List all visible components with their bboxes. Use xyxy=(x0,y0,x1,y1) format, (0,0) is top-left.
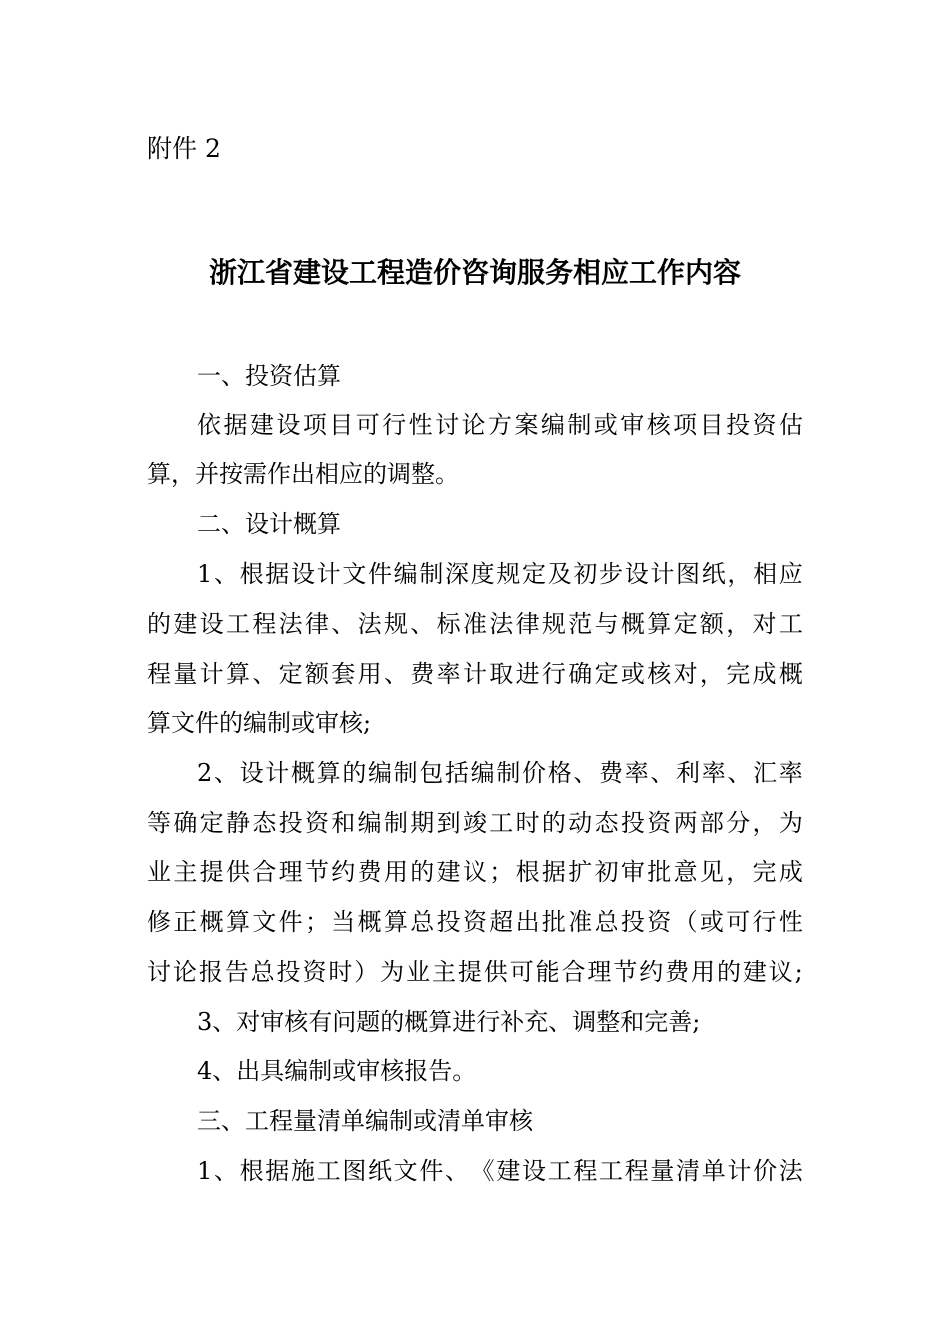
text-char: 讨 xyxy=(435,411,460,439)
text-char: 与 xyxy=(594,610,619,638)
text-char: 可 xyxy=(355,411,380,439)
text-char: 对 xyxy=(673,660,698,688)
text-char: 标 xyxy=(436,610,461,638)
text-char: 的 xyxy=(147,610,171,638)
text-char: 时 xyxy=(328,958,353,986)
text-char: 理 xyxy=(278,858,303,886)
text-char: 定 xyxy=(673,610,698,638)
text-char: 估 xyxy=(778,411,803,439)
text-char: 度 xyxy=(470,560,495,588)
text-char: 合 xyxy=(252,858,277,886)
text-char: 设 xyxy=(276,411,301,439)
text-char: 率 xyxy=(778,759,803,787)
text-char: 法 xyxy=(778,1157,803,1185)
text-char: 文 xyxy=(393,1157,418,1185)
text-char: 制 xyxy=(567,411,592,439)
text-char: 建 xyxy=(436,858,461,886)
text-char: 和 xyxy=(331,809,356,837)
text-char: 能 xyxy=(535,958,560,986)
text-char: 初 xyxy=(573,560,598,588)
text-char: 的 xyxy=(541,809,566,837)
text-char: 步 xyxy=(599,560,624,588)
text-char: 约 xyxy=(639,958,664,986)
text-char: 算 xyxy=(225,660,250,688)
text-char: ； xyxy=(304,908,329,936)
text-char: 率 xyxy=(624,759,649,787)
text-char: 议 xyxy=(768,958,793,986)
text-char: ， xyxy=(699,660,724,688)
text-char: 或 xyxy=(699,908,724,936)
text-char: 律 xyxy=(515,610,540,638)
text-char: 理 xyxy=(587,958,612,986)
text-char: 建 xyxy=(496,1157,521,1185)
text-char: 对 xyxy=(752,610,777,638)
text-char: 项 xyxy=(302,411,327,439)
text-char: 算 xyxy=(647,610,672,638)
paragraph-line xyxy=(197,408,803,442)
text-char: 程 xyxy=(624,1157,649,1185)
text-char: 2 xyxy=(197,759,213,787)
text-char: 纸 xyxy=(367,1157,392,1185)
paragraph-line xyxy=(197,1154,803,1188)
paragraph-line xyxy=(147,607,803,641)
text-char: 取 xyxy=(489,660,514,688)
text-char: ， xyxy=(752,809,777,837)
text-char: 初 xyxy=(594,858,619,886)
text-char: 投 xyxy=(620,809,645,837)
text-char: 核 xyxy=(647,660,672,688)
text-char: 、 xyxy=(331,610,356,638)
text-char: 1 xyxy=(197,560,213,588)
text-char: 资 xyxy=(462,908,487,936)
text-char: 定 xyxy=(522,560,547,588)
text-char: 套 xyxy=(331,660,356,688)
text-char: 报 xyxy=(198,958,223,986)
text-char: 扩 xyxy=(568,858,593,886)
text-char: ; xyxy=(794,958,803,986)
text-char: 案 xyxy=(514,411,539,439)
text-char: 确 xyxy=(568,660,593,688)
text-char: 格 xyxy=(547,759,572,787)
text-char: 根 xyxy=(239,1157,264,1185)
text-char: 当 xyxy=(331,908,356,936)
text-char: 的 xyxy=(410,858,435,886)
text-char: 目 xyxy=(329,411,354,439)
text-char: ， xyxy=(727,560,752,588)
text-char: 设 xyxy=(624,560,649,588)
text-char: 法 xyxy=(278,610,303,638)
text-char: 据 xyxy=(265,1157,290,1185)
text-char: 可 xyxy=(726,908,751,936)
text-char: 括 xyxy=(445,759,469,787)
text-char: 费 xyxy=(357,858,382,886)
text-char: 文 xyxy=(252,908,277,936)
text-char: 投 xyxy=(276,958,301,986)
text-char: 性 xyxy=(778,908,803,936)
text-char: 议 xyxy=(462,858,487,886)
text-char: 据 xyxy=(265,560,290,588)
text-char: 包 xyxy=(419,759,444,787)
paragraph-line xyxy=(147,806,803,840)
text-char: 程 xyxy=(252,610,277,638)
text-char: 工 xyxy=(225,610,250,638)
text-char: 定 xyxy=(199,809,224,837)
text-char: 纸 xyxy=(701,560,726,588)
text-char: 期 xyxy=(410,809,435,837)
text-char: 可 xyxy=(509,958,534,986)
text-char: 概 xyxy=(357,908,382,936)
text-char: 成 xyxy=(752,660,777,688)
text-char: 根 xyxy=(239,560,264,588)
text-char: 利 xyxy=(676,759,701,787)
text-char: 的 xyxy=(716,958,741,986)
text-char: 业 xyxy=(147,858,171,886)
text-char: 图 xyxy=(676,560,701,588)
text-char: 准 xyxy=(462,610,487,638)
text-char: 法 xyxy=(357,610,382,638)
text-char: 进 xyxy=(515,660,540,688)
text-char: 量 xyxy=(650,1157,675,1185)
text-char: 概 xyxy=(778,660,803,688)
text-char: 出 xyxy=(515,908,540,936)
text-char: 件 xyxy=(367,560,392,588)
text-char: 超 xyxy=(489,908,514,936)
text-char: 供 xyxy=(483,958,508,986)
text-char: 工 xyxy=(547,1157,572,1185)
text-char: 动 xyxy=(568,809,593,837)
text-char: 用 xyxy=(691,958,716,986)
text-char: 1 xyxy=(197,1157,213,1185)
text-char: 算 xyxy=(316,759,341,787)
text-char: 告 xyxy=(224,958,249,986)
paragraph-line: 算，并按需作出相应的调整。 xyxy=(147,460,459,488)
text-char: 或 xyxy=(620,660,645,688)
text-char: 资 xyxy=(647,809,672,837)
text-char: 总 xyxy=(594,908,619,936)
paragraph-line: 3、对审核有问题的概算进行补充、调整和完善; xyxy=(197,1008,701,1036)
text-char: 用 xyxy=(383,858,408,886)
text-char: 制 xyxy=(419,560,444,588)
text-char: 工 xyxy=(489,809,514,837)
text-char: 工 xyxy=(316,1157,341,1185)
text-char: 法 xyxy=(489,610,514,638)
text-char: 竣 xyxy=(462,809,487,837)
text-char: 制 xyxy=(496,759,521,787)
text-char: 到 xyxy=(436,809,461,837)
text-char: 、 xyxy=(727,759,752,787)
text-char: 的 xyxy=(342,759,367,787)
text-char: 节 xyxy=(613,958,638,986)
text-char: 计 xyxy=(727,1157,752,1185)
text-char: 、 xyxy=(445,1157,469,1185)
text-char: 设 xyxy=(290,560,315,588)
text-char: 计 xyxy=(265,759,290,787)
text-char: 及 xyxy=(547,560,572,588)
text-char: 成 xyxy=(778,858,803,886)
text-char: 合 xyxy=(561,958,586,986)
text-char: 算 xyxy=(225,908,250,936)
text-char: 件 xyxy=(278,908,303,936)
text-char: 率 xyxy=(701,759,726,787)
text-char: 件 xyxy=(419,1157,444,1185)
text-char: 制 xyxy=(383,809,408,837)
text-char: 概 xyxy=(199,908,224,936)
attachment-label: 附件 2 xyxy=(147,134,221,163)
text-char: 、 xyxy=(213,759,238,787)
text-char: 准 xyxy=(568,908,593,936)
text-char: 单 xyxy=(701,1157,726,1185)
document-title: 浙江省建设工程造价咨询服务相应工作内容 xyxy=(208,256,741,289)
text-char: 完 xyxy=(752,858,777,886)
text-char: 等 xyxy=(147,809,171,837)
text-char: （ xyxy=(673,908,698,936)
text-char: 依 xyxy=(197,411,221,439)
text-char: 、 xyxy=(650,759,675,787)
text-char: 编 xyxy=(393,560,418,588)
text-char: 概 xyxy=(290,759,315,787)
text-char: 约 xyxy=(331,858,356,886)
text-char: 算 xyxy=(383,908,408,936)
text-char: 投 xyxy=(620,908,645,936)
text-char: 资 xyxy=(302,958,327,986)
text-char: 资 xyxy=(647,908,672,936)
text-char: ， xyxy=(726,858,751,886)
text-char: 批 xyxy=(541,908,566,936)
text-char: 据 xyxy=(223,411,248,439)
text-char: 图 xyxy=(342,1157,367,1185)
text-char: 施 xyxy=(290,1157,315,1185)
text-char: 方 xyxy=(487,411,512,439)
text-char: 制 xyxy=(393,759,418,787)
text-char: 工 xyxy=(778,610,803,638)
text-char: 价 xyxy=(522,759,547,787)
text-char: 费 xyxy=(410,660,435,688)
text-char: 资 xyxy=(304,809,329,837)
text-char: 编 xyxy=(367,759,392,787)
text-char: 完 xyxy=(726,660,751,688)
text-char: 范 xyxy=(568,610,593,638)
text-char: 计 xyxy=(316,560,341,588)
paragraph-line xyxy=(147,955,803,989)
section-heading-design-estimate: 二、设计概算 xyxy=(197,510,341,538)
text-char: 投 xyxy=(278,809,303,837)
text-char: 程 xyxy=(147,660,171,688)
text-char: 编 xyxy=(470,759,495,787)
text-char: 、 xyxy=(410,610,435,638)
text-char: 行 xyxy=(752,908,777,936)
paragraph-line xyxy=(147,855,803,889)
paragraph-line xyxy=(147,657,803,691)
text-char: ； xyxy=(489,858,514,886)
section-heading-bill-of-quantities: 三、工程量清单编制或清单审核 xyxy=(197,1107,533,1135)
text-char: 用 xyxy=(357,660,382,688)
paragraph-line xyxy=(197,557,803,591)
text-char: 据 xyxy=(541,858,566,886)
text-char: 投 xyxy=(726,411,751,439)
paragraph-line: 算文件的编制或审核; xyxy=(147,709,372,737)
text-char: 部 xyxy=(699,809,724,837)
text-char: 深 xyxy=(445,560,469,588)
text-char: 分 xyxy=(726,809,751,837)
text-char: 计 xyxy=(199,660,224,688)
text-char: 总 xyxy=(250,958,275,986)
text-char: 、 xyxy=(383,660,408,688)
text-char: 性 xyxy=(408,411,433,439)
text-char: 行 xyxy=(541,660,566,688)
text-char: 目 xyxy=(699,411,724,439)
text-char: 行 xyxy=(382,411,407,439)
text-char: 意 xyxy=(673,858,698,886)
text-char: 资 xyxy=(752,411,777,439)
text-char: 设 xyxy=(239,759,264,787)
text-char: 业 xyxy=(406,958,431,986)
text-char: 态 xyxy=(594,809,619,837)
text-char: 、 xyxy=(213,1157,238,1185)
text-char: 论 xyxy=(461,411,486,439)
text-char: 建 xyxy=(742,958,767,986)
text-char: 项 xyxy=(673,411,698,439)
text-char: 态 xyxy=(252,809,277,837)
text-char: 提 xyxy=(457,958,482,986)
text-char: 两 xyxy=(673,809,698,837)
text-char: 计 xyxy=(650,560,675,588)
text-char: 正 xyxy=(173,908,198,936)
text-char: 静 xyxy=(225,809,250,837)
text-char: 《 xyxy=(470,1157,495,1185)
text-char: 为 xyxy=(380,958,405,986)
text-char: 额 xyxy=(699,610,724,638)
text-char: 额 xyxy=(304,660,329,688)
text-char: 主 xyxy=(173,858,198,886)
text-char: 供 xyxy=(225,858,250,886)
text-char: 提 xyxy=(199,858,224,886)
text-char: 计 xyxy=(462,660,487,688)
text-char: 建 xyxy=(249,411,274,439)
text-char: 修 xyxy=(147,908,171,936)
text-char: 确 xyxy=(173,809,198,837)
text-char: 设 xyxy=(522,1157,547,1185)
text-char: 概 xyxy=(620,610,645,638)
text-char: ） xyxy=(354,958,379,986)
text-char: 论 xyxy=(172,958,197,986)
text-char: 审 xyxy=(620,411,645,439)
text-char: 、 xyxy=(252,660,277,688)
text-char: 清 xyxy=(676,1157,701,1185)
text-char: 程 xyxy=(573,1157,598,1185)
paragraph-line xyxy=(197,756,803,790)
text-char: 规 xyxy=(496,560,521,588)
text-char: 根 xyxy=(515,858,540,886)
text-char: 定 xyxy=(594,660,619,688)
text-char: 工 xyxy=(599,1157,624,1185)
text-char: 投 xyxy=(436,908,461,936)
text-char: 批 xyxy=(647,858,672,886)
text-char: 讨 xyxy=(147,958,171,986)
text-char: 设 xyxy=(199,610,224,638)
text-char: 费 xyxy=(599,759,624,787)
text-char: 审 xyxy=(620,858,645,886)
text-char: 量 xyxy=(173,660,198,688)
text-char: 、 xyxy=(213,560,238,588)
text-char: 规 xyxy=(383,610,408,638)
text-char: 总 xyxy=(410,908,435,936)
text-char: 或 xyxy=(593,411,618,439)
text-char: 规 xyxy=(541,610,566,638)
text-char: 核 xyxy=(646,411,671,439)
section-heading-investment-estimate: 一、投资估算 xyxy=(197,362,341,390)
text-char: 见 xyxy=(699,858,724,886)
text-char: 应 xyxy=(778,560,803,588)
paragraph-line xyxy=(147,905,803,939)
text-char: 编 xyxy=(357,809,382,837)
text-char: 时 xyxy=(515,809,540,837)
text-char: 建 xyxy=(173,610,198,638)
text-char: 律 xyxy=(304,610,329,638)
text-char: 定 xyxy=(278,660,303,688)
text-char: 节 xyxy=(304,858,329,886)
text-char: 为 xyxy=(778,809,803,837)
text-char: 编 xyxy=(540,411,565,439)
text-char: 汇 xyxy=(753,759,778,787)
text-char: 文 xyxy=(342,560,367,588)
text-char: 相 xyxy=(753,560,778,588)
text-char: 主 xyxy=(431,958,456,986)
paragraph-line: 4、出具编制或审核报告。 xyxy=(197,1057,477,1085)
text-char: 、 xyxy=(573,759,598,787)
text-char: ， xyxy=(726,610,751,638)
text-char: 率 xyxy=(436,660,461,688)
text-char: 价 xyxy=(753,1157,778,1185)
text-char: 费 xyxy=(665,958,690,986)
